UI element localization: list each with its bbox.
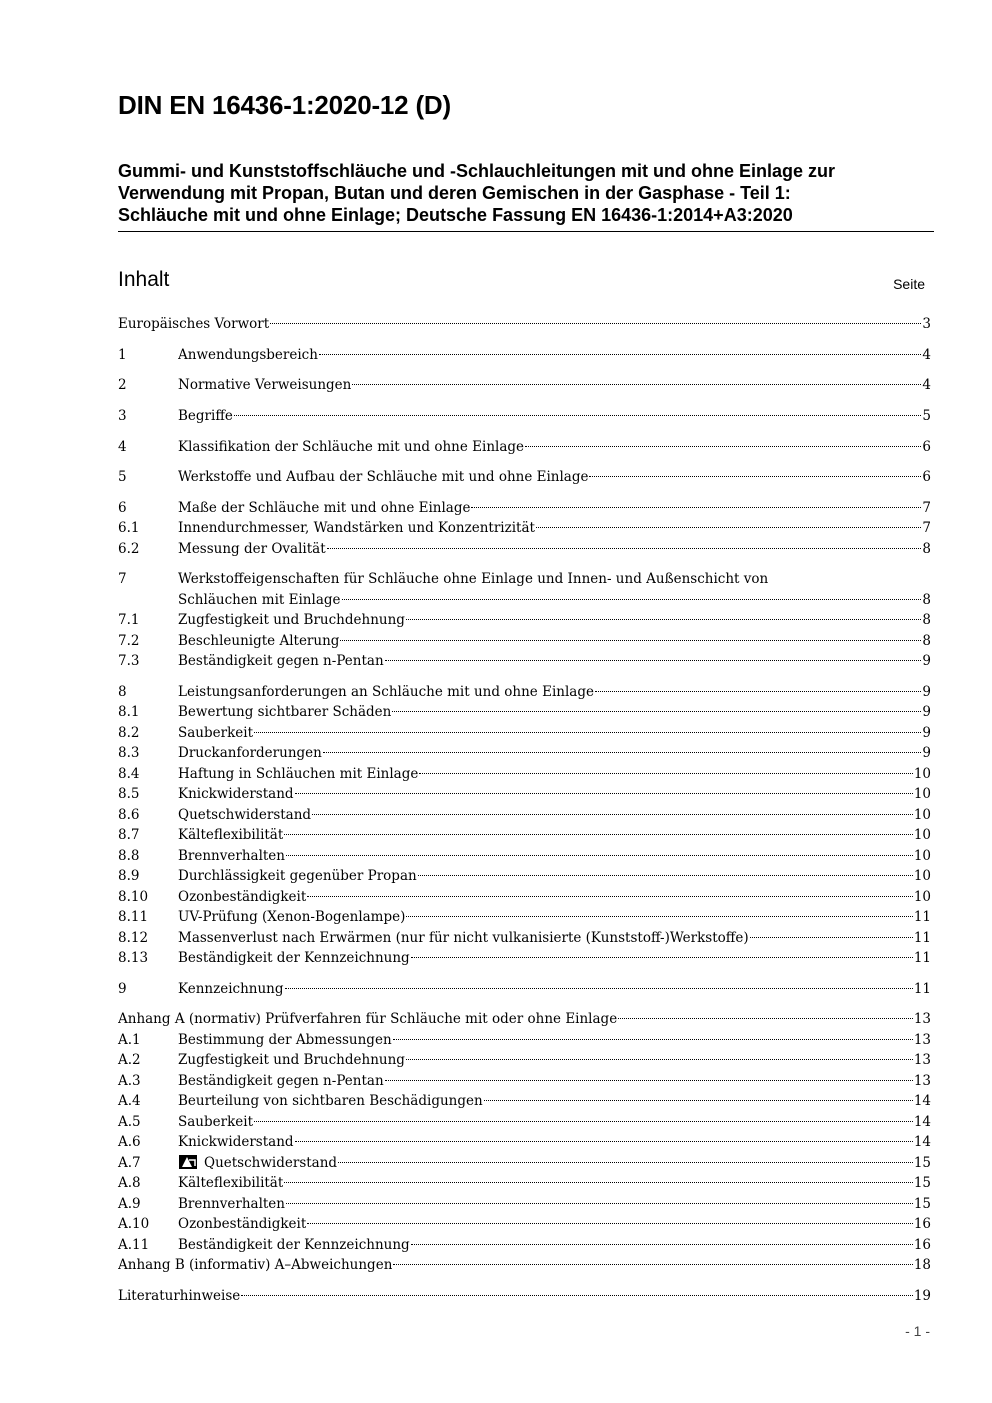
toc-entry-label: Schläuchen mit Einlage: [178, 592, 341, 608]
toc-entry-page: 7: [922, 520, 931, 536]
toc-entry[interactable]: [118, 1091, 931, 1111]
toc-leader-dots: [385, 1079, 913, 1081]
toc-entry-page: 16: [913, 1216, 931, 1232]
toc-entry-label: Messung der Ovalität: [178, 541, 326, 557]
toc-entry[interactable]: [118, 1255, 931, 1275]
toc-entry-page: 8: [922, 612, 931, 628]
toc-entry[interactable]: [118, 1286, 931, 1306]
toc-entry-number: 8.11: [118, 909, 149, 925]
toc-entry-page: 15: [913, 1196, 931, 1212]
toc-leader-dots: [270, 322, 921, 324]
toc-entry-label: Beurteilung von sichtbaren Beschädigungen: [178, 1093, 483, 1109]
toc-entry-page: 11: [913, 909, 931, 925]
toc-entry-number: 6.1: [118, 520, 140, 536]
toc-entry-title: [178, 979, 284, 999]
toc-entry-title: [178, 805, 311, 825]
toc-entry-number: A.4: [118, 1093, 141, 1109]
toc-entry-label: Klassifikation der Schläuche mit und ohne Einlage: [178, 439, 525, 455]
toc-entry-label: Sauberkeit: [178, 1114, 253, 1130]
toc-entry-page: 11: [913, 950, 931, 966]
toc-entry-title: [178, 702, 391, 722]
toc-entry-label: Begriffe: [178, 408, 233, 424]
toc-entry-label: Beschleunigte Alterung: [178, 633, 340, 649]
toc-leader-dots: [307, 1222, 913, 1224]
toc-entry[interactable]: [118, 805, 931, 825]
toc-leader-dots: [595, 690, 921, 692]
toc-entry-title: [178, 610, 405, 630]
toc-entry-page: 19: [913, 1288, 931, 1304]
toc-entry-title: [178, 590, 341, 610]
toc-entry-page: 13: [913, 1032, 931, 1048]
toc-entry-title: [178, 1194, 285, 1214]
toc-entry-title: [178, 437, 524, 457]
toc-entry[interactable]: [118, 590, 931, 610]
toc-entry[interactable]: [118, 498, 931, 518]
toc-entry-label: Beständigkeit gegen n-Pentan: [178, 1073, 384, 1089]
toc-entry-label: Zugfestigkeit und Bruchdehnung: [178, 612, 405, 628]
subtitle-line: Gummi- und Kunststoffschläuche und -Schlauchleitungen mit und ohne Einlage zur: [118, 161, 836, 181]
toc-entry-number: 8.10: [118, 889, 149, 905]
toc-entry[interactable]: [118, 979, 931, 999]
toc-entry-number: A.2: [118, 1052, 141, 1068]
toc-entry-number: 8.1: [118, 704, 140, 720]
toc-entry-page: 4: [922, 377, 931, 393]
toc-leader-dots: [327, 547, 922, 549]
toc-entry-number: 8.3: [118, 745, 140, 761]
toc-entry-page: 10: [913, 848, 931, 864]
toc-entry-number: 8.4: [118, 766, 140, 782]
toc-entry-page: 8: [922, 541, 931, 557]
toc-entry-number: 7.1: [118, 612, 140, 628]
toc-entry-label: Quetschwiderstand: [178, 807, 312, 823]
toc-entry[interactable]: [118, 314, 931, 334]
toc-entry-title: [178, 1173, 283, 1193]
toc-entry-page: 13: [913, 1052, 931, 1068]
toc-entry-number: 6: [118, 500, 127, 516]
toc-entry[interactable]: [118, 1050, 931, 1070]
toc-entry-number: 8.9: [118, 868, 140, 884]
toc-entry-number: A.11: [118, 1237, 150, 1253]
toc-entry-title: [118, 314, 269, 334]
toc-entry-number: 8.7: [118, 827, 140, 843]
toc-leader-dots: [241, 1294, 913, 1296]
toc-entry[interactable]: [118, 345, 931, 365]
toc-leader-dots: [286, 1202, 913, 1204]
toc-entry-title: [178, 375, 351, 395]
toc-leader-dots: [411, 956, 913, 958]
toc-leader-dots: [286, 854, 913, 856]
toc-leader-dots: [234, 414, 922, 416]
toc-entry-title: [178, 948, 410, 968]
toc-leader-dots: [406, 618, 921, 620]
toc-entry[interactable]: [118, 1173, 931, 1193]
toc-entry-title: [118, 1009, 617, 1029]
toc-entry-title: [178, 539, 326, 559]
toc-leader-dots: [484, 1099, 913, 1101]
toc-entry-page: 6: [922, 469, 931, 485]
toc-entry-label: Bestimmung der Abmessungen: [178, 1032, 392, 1048]
toc-leader-dots: [323, 751, 922, 753]
toc-entry-page: 9: [922, 745, 931, 761]
toc-entry-number: 7: [118, 571, 127, 587]
toc-entry-label: Europäisches Vorwort: [118, 316, 270, 332]
toc-leader-dots: [338, 1161, 913, 1163]
toc-leader-dots: [352, 383, 921, 385]
toc-entry-label: Maße der Schläuche mit und ohne Einlage: [178, 500, 471, 516]
toc-entry-page: 4: [922, 347, 931, 363]
toc-entry[interactable]: [118, 743, 931, 763]
toc-entry[interactable]: [118, 784, 931, 804]
toc-entry[interactable]: [118, 467, 931, 487]
toc-entry-title: [178, 1071, 384, 1091]
toc-entry[interactable]: [118, 631, 931, 651]
toc-entry-label: Brennverhalten: [178, 848, 285, 864]
toc-entry-title: [178, 846, 285, 866]
toc-entry[interactable]: [118, 948, 931, 968]
toc-entry-title: [178, 887, 306, 907]
toc-entry[interactable]: [118, 406, 931, 426]
toc-entry-number: 9: [118, 981, 127, 997]
toc-entry-number: 3: [118, 408, 127, 424]
toc-entry-label: Sauberkeit: [178, 725, 253, 741]
toc-leader-dots: [471, 506, 921, 508]
toc-entry-title: [178, 1030, 392, 1050]
toc-entry-label: Durchlässigkeit gegenüber Propan: [178, 868, 417, 884]
toc-leader-dots: [319, 353, 921, 355]
toc-entry-page: 10: [913, 827, 931, 843]
toc-entry-label: Druckanforderungen: [178, 745, 322, 761]
toc-entry[interactable]: [118, 928, 931, 948]
toc-leader-dots: [340, 639, 921, 641]
toc-entry-title: [178, 682, 594, 702]
toc-entry-label: Massenverlust nach Erwärmen (nur für nicht vulkanisierte (Kunststoff-)Werkstoffe): [178, 930, 749, 946]
toc-entry-title: [178, 518, 535, 538]
toc-entry-page: 11: [913, 981, 931, 997]
toc-entry-title: [178, 631, 339, 651]
toc-entry-page: 3: [922, 316, 931, 332]
toc-entry-number: 8.13: [118, 950, 149, 966]
toc-entry-page: 16: [913, 1237, 931, 1253]
toc-entry[interactable]: [118, 610, 931, 630]
toc-entry-title: [178, 1153, 337, 1173]
toc-entry-page: 10: [913, 868, 931, 884]
toc-entry-label: Leistungsanforderungen an Schläuche mit und ohne Einlage: [178, 684, 594, 700]
toc-entry-label: Anhang A (normativ) Prüfverfahren für Schläuche mit oder ohne Einlage: [118, 1011, 618, 1027]
toc-entry[interactable]: [118, 437, 931, 457]
toc-entry-title: [178, 723, 253, 743]
subtitle-line: Schläuche mit und ohne Einlage; Deutsche Fassung EN 16436-1:2014+A3:2020: [118, 205, 793, 225]
toc-entry-label: Knickwiderstand: [178, 786, 294, 802]
toc-entry-title: [178, 1050, 405, 1070]
toc-leader-dots: [284, 1181, 913, 1183]
toc-entry[interactable]: [118, 907, 931, 927]
toc-entry-number: 8.8: [118, 848, 140, 864]
toc-entry-page: 15: [913, 1175, 931, 1191]
page-number: - 1 -: [905, 1323, 930, 1339]
toc-entry[interactable]: [118, 1235, 931, 1255]
toc-entry-label: Quetschwiderstand: [204, 1155, 338, 1171]
toc-entry-page: 10: [913, 807, 931, 823]
toc-entry-page: 18: [913, 1257, 931, 1273]
toc-entry-title: [178, 467, 588, 487]
toc-entry-number: 7.3: [118, 653, 140, 669]
toc-entry-label: Bewertung sichtbarer Schäden: [178, 704, 392, 720]
toc-entry[interactable]: [118, 723, 931, 743]
toc-leader-dots: [342, 598, 922, 600]
toc-entry-title: [178, 345, 318, 365]
toc-entry-title: [178, 825, 283, 845]
toc-leader-dots: [418, 874, 913, 876]
toc-entry-title: [178, 784, 294, 804]
toc-entry-number: A.7: [118, 1155, 141, 1171]
toc-entry-title: [178, 406, 233, 426]
document-id: DIN EN 16436-1:2020-12 (D): [118, 90, 451, 120]
toc-leader-dots: [525, 445, 921, 447]
toc-entry-page: 9: [922, 684, 931, 700]
toc-entry-label: Knickwiderstand: [178, 1134, 294, 1150]
toc-leader-dots: [393, 1263, 912, 1265]
toc-entry-label: Literaturhinweise: [118, 1288, 241, 1304]
toc-entry[interactable]: [118, 702, 931, 722]
toc-entry-page: 14: [913, 1093, 931, 1109]
toc-leader-dots: [393, 1038, 913, 1040]
toc-leader-dots: [254, 1120, 913, 1122]
toc-entry-label: Ozonbeständigkeit: [178, 889, 307, 905]
toc-entry-number: A.1: [118, 1032, 141, 1048]
toc-entry[interactable]: [118, 539, 931, 559]
toc-entry-number: 6.2: [118, 541, 140, 557]
toc-entry-label: Anwendungsbereich: [178, 347, 318, 363]
toc-entry-page: 5: [922, 408, 931, 424]
toc-entry[interactable]: [118, 1009, 931, 1029]
toc-entry-label: Normative Verweisungen: [178, 377, 352, 393]
toc-leader-dots: [411, 1243, 913, 1245]
toc-entry-page: 9: [922, 725, 931, 741]
toc-entry-number: A.5: [118, 1114, 141, 1130]
toc-entry-label: Anhang B (informativ) A–Abweichungen: [118, 1257, 393, 1273]
toc-leader-dots: [406, 1058, 913, 1060]
toc-entry-title: [178, 764, 418, 784]
toc-entry-title: [178, 928, 749, 948]
toc-entry-label: UV-Prüfung (Xenon-Bogenlampe): [178, 909, 406, 925]
toc-entry-title: [178, 651, 384, 671]
toc-entry-title: [178, 866, 417, 886]
toc-entry-label: Kälteflexibilität: [178, 827, 284, 843]
toc-entry-label: Brennverhalten: [178, 1196, 285, 1212]
toc-entry-label: Zugfestigkeit und Bruchdehnung: [178, 1052, 405, 1068]
toc-entry-title: [178, 1132, 294, 1152]
toc-entry-title: [178, 498, 470, 518]
toc-entry-title: [178, 1112, 253, 1132]
toc-entry[interactable]: [118, 1030, 931, 1050]
toc-entry-number: A.10: [118, 1216, 150, 1232]
toc-leader-dots: [254, 731, 921, 733]
toc-entry[interactable]: [118, 1071, 931, 1091]
toc-entry-number: 1: [118, 347, 127, 363]
toc-leader-dots: [295, 792, 913, 794]
toc-entry-label: Werkstoffe und Aufbau der Schläuche mit und ohne Einlage: [178, 469, 589, 485]
toc-leader-dots: [385, 659, 922, 661]
toc-entry-page: 14: [913, 1134, 931, 1150]
toc-entry[interactable]: [118, 1132, 931, 1152]
toc-entry-page: 9: [922, 704, 931, 720]
subtitle-line: Verwendung mit Propan, Butan und deren Gemischen in der Gasphase - Teil 1:: [118, 183, 791, 203]
toc-entry-page: 11: [913, 930, 931, 946]
toc-entry-number: 8.12: [118, 930, 149, 946]
toc-entry-number: 4: [118, 439, 127, 455]
toc-leader-dots: [406, 915, 912, 917]
toc-entry-number: A.6: [118, 1134, 141, 1150]
toc-entry-title: [178, 907, 405, 927]
toc-entry-page: 10: [913, 766, 931, 782]
toc-entry-number: A.3: [118, 1073, 141, 1089]
toc-entry-page: 8: [922, 592, 931, 608]
toc-entry-number: 2: [118, 377, 127, 393]
toc-entry-number: A.9: [118, 1196, 141, 1212]
toc-entry-title: [178, 1214, 306, 1234]
toc-entry-number: A.8: [118, 1175, 141, 1191]
toc-entry-label: Kälteflexibilität: [178, 1175, 284, 1191]
toc-entry-page: 8: [922, 633, 931, 649]
toc-entry-number: 5: [118, 469, 127, 485]
page-column-label: Seite: [893, 276, 925, 292]
toc-entry[interactable]: [118, 866, 931, 886]
toc-entry[interactable]: [118, 846, 931, 866]
toc-entry[interactable]: [118, 825, 931, 845]
toc-leader-dots: [307, 895, 913, 897]
toc-leader-dots: [618, 1017, 913, 1019]
toc-entry-number: 8.2: [118, 725, 140, 741]
toc-leader-dots: [295, 1140, 913, 1142]
toc-leader-dots: [750, 936, 913, 938]
toc-heading: Inhalt: [118, 268, 170, 291]
toc-entry-label: Innendurchmesser, Wandstärken und Konzentrizität: [178, 520, 535, 536]
toc-entry[interactable]: [118, 1194, 931, 1214]
toc-entry-page: 6: [922, 439, 931, 455]
amendment-marker-icon: [178, 1154, 198, 1170]
toc-leader-dots: [589, 475, 921, 477]
toc-leader-dots: [536, 526, 921, 528]
toc-entry[interactable]: [118, 887, 931, 907]
toc-entry-number: 8: [118, 684, 127, 700]
toc-entry-page: 10: [913, 786, 931, 802]
toc-leader-dots: [392, 710, 921, 712]
toc-entry[interactable]: [118, 1214, 931, 1234]
document-subtitle: [118, 160, 934, 232]
toc-entry[interactable]: [118, 375, 931, 395]
toc-entry-page: 13: [913, 1011, 931, 1027]
toc-leader-dots: [284, 833, 913, 835]
toc-entry[interactable]: [118, 682, 931, 702]
toc-entry[interactable]: [118, 764, 931, 784]
toc-entry-title: [178, 743, 322, 763]
toc-entry[interactable]: [118, 1153, 931, 1173]
toc-entry[interactable]: [118, 651, 931, 671]
toc-entry[interactable]: [118, 518, 931, 538]
toc-entry-label: Haftung in Schläuchen mit Einlage: [178, 766, 419, 782]
toc-entry-page: 7: [922, 500, 931, 516]
toc-leader-dots: [285, 987, 913, 989]
toc-entry-title: [178, 1091, 483, 1111]
toc-entry-number: 7.2: [118, 633, 140, 649]
toc-entry-number: 8.5: [118, 786, 140, 802]
toc-entry-title: [118, 1286, 240, 1306]
toc-entry-page: 14: [913, 1114, 931, 1130]
toc-entry-page: 15: [913, 1155, 931, 1171]
toc-entry-label: Beständigkeit gegen n-Pentan: [178, 653, 384, 669]
toc-entry[interactable]: [118, 1112, 931, 1132]
toc-entry-page: 9: [922, 653, 931, 669]
toc-entry-title: [178, 1235, 410, 1255]
toc-entry-label: Beständigkeit der Kennzeichnung: [178, 950, 410, 966]
toc-entry-label: Beständigkeit der Kennzeichnung: [178, 1237, 410, 1253]
toc-entry-label: Kennzeichnung: [178, 981, 284, 997]
toc-entry-label: Ozonbeständigkeit: [178, 1216, 307, 1232]
toc-entry-page: 13: [913, 1073, 931, 1089]
toc-entry-page: 10: [913, 889, 931, 905]
toc-entry-text-line: Werkstoffeigenschaften für Schläuche ohne Einlage und Innen- und Außenschicht von: [178, 571, 769, 587]
toc-entry-title: [118, 1255, 392, 1275]
toc-entry-number: 8.6: [118, 807, 140, 823]
toc-leader-dots: [419, 772, 912, 774]
toc-leader-dots: [312, 813, 913, 815]
